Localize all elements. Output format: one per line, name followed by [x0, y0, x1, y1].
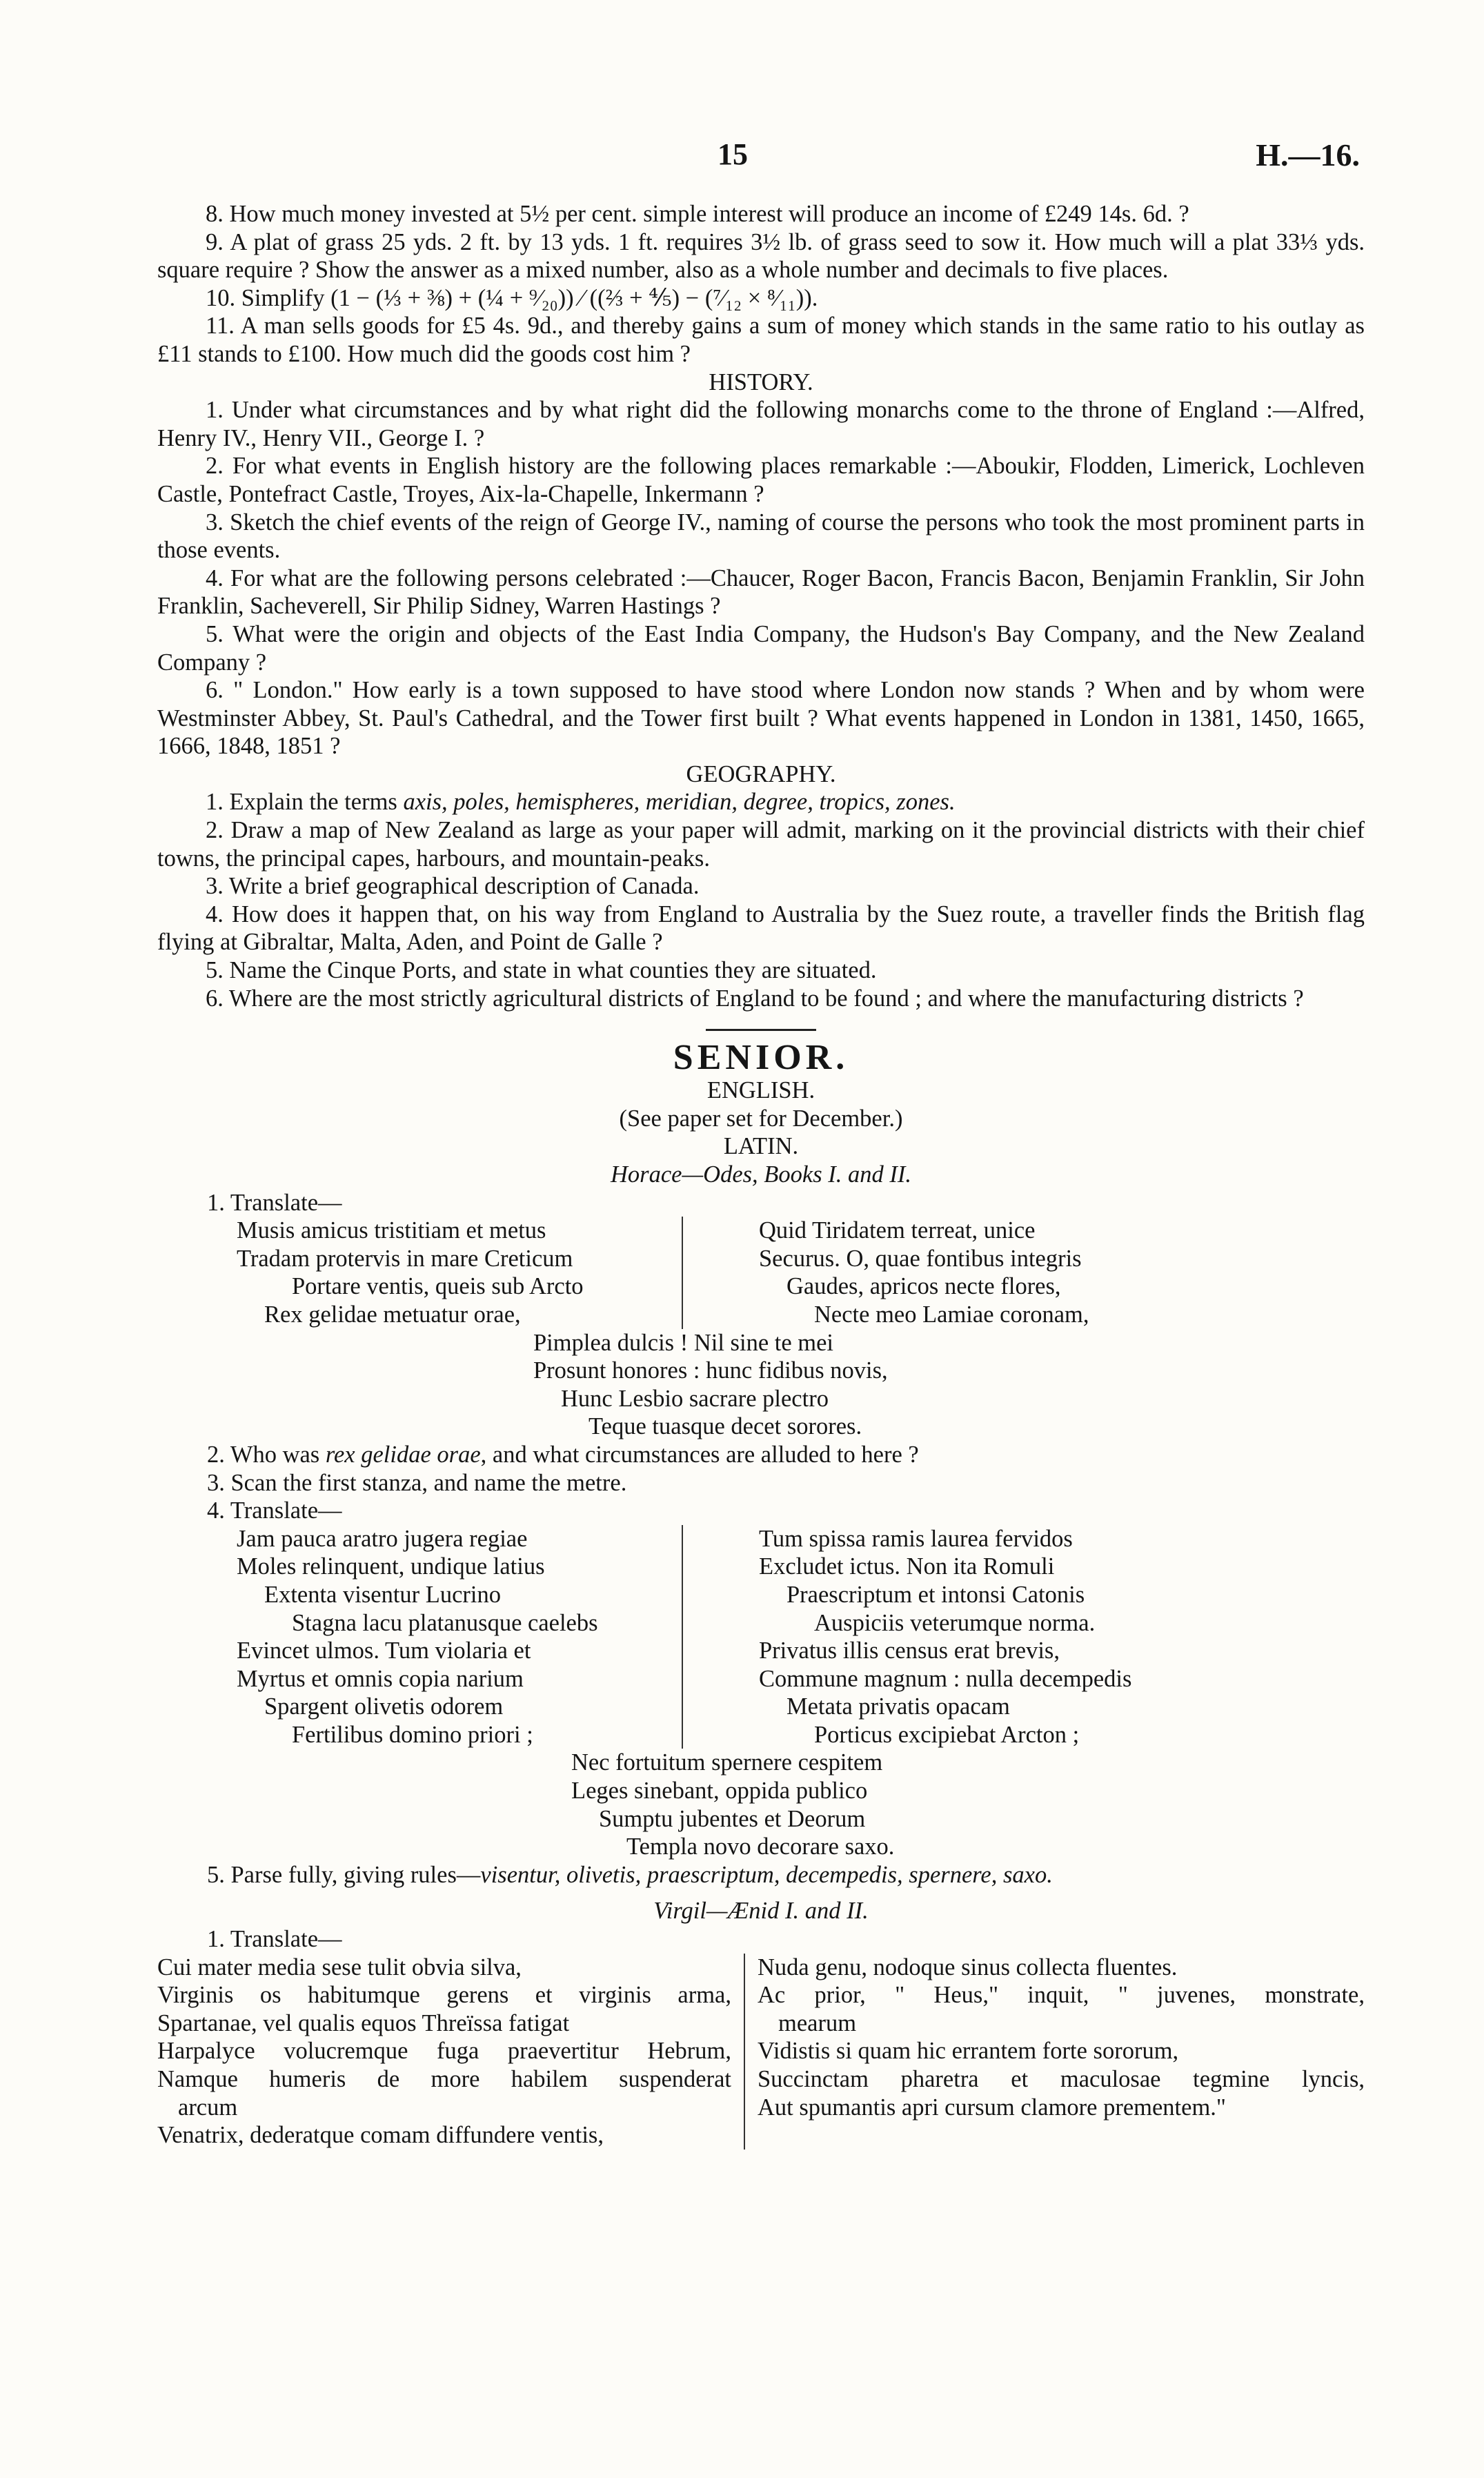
history-question: 4. For what are the following persons celebrated :—Chaucer, Roger Bacon, Francis Bacon, Benjamin Franklin, Sir John Franklin, Sacheverell, Sir Philip Sidney, Warren Hastings ? — [157, 564, 1365, 620]
question-text: 5. Parse fully, giving rules— — [207, 1861, 481, 1888]
verse-line: Spargent olivetis odorem — [264, 1693, 504, 1720]
geography-question: 6. Where are the most strictly agricultural districts of England to be found ; and where the manufacturing districts ? — [206, 985, 1304, 1012]
geography-question: 3. Write a brief geographical description of Canada. — [206, 873, 700, 900]
verse-line: Privatus illis census erat brevis, — [759, 1638, 1060, 1664]
question-text: 1. Explain the terms — [206, 789, 404, 816]
verse-line: Namque humeris de more habilem suspenderat — [157, 2066, 731, 2092]
latin-question-4: 4. Translate— — [207, 1497, 342, 1524]
verse-line: Rex gelidae metuatur orae, — [264, 1301, 521, 1328]
poem-2-center — [157, 1749, 1365, 1860]
history-question: 2. For what events in English history are the following places remarkable :—Aboukir, Flodden, Limerick, Lochleven Castle, Pontefract Castle, Troyes, Aix-la-Chapelle, Inkermann ? — [157, 453, 1365, 507]
page-number: 15 — [718, 137, 748, 171]
latin-question-2 — [157, 1441, 1365, 1469]
verse-line: Prosunt honores : hunc fidibus novis, — [533, 1357, 888, 1384]
verse-line: Gaudes, apricos necte flores, — [786, 1273, 1061, 1300]
verse-line: Leges sinebant, oppida publico — [571, 1778, 868, 1805]
verse-line: Metata privatis opacam — [786, 1693, 1010, 1720]
verse-line: mearum — [778, 2009, 857, 2036]
verse-line: Myrtus et omnis copia narium — [237, 1665, 524, 1692]
verse-line: Sumptu jubentes et Deorum — [599, 1805, 866, 1832]
verse-line: Tum spissa ramis laurea fervidos — [759, 1525, 1073, 1552]
verse-line: Musis amicus tristitiam et metus — [237, 1217, 546, 1244]
latin-question-5 — [157, 1861, 1365, 1889]
document-code: H.—16. — [1256, 137, 1360, 173]
verse-line: Extenta visentur Lucrino — [264, 1581, 501, 1608]
poem-1 — [157, 1217, 1365, 1328]
latin-question-1: 1. Translate— — [207, 1189, 342, 1216]
virgil-title: Virgil—Ænid I. and II. — [653, 1898, 869, 1925]
poem-2 — [157, 1525, 1365, 1749]
verse-line: Excludet ictus. Non ita Romuli — [759, 1553, 1055, 1580]
section-divider — [706, 1029, 816, 1031]
verse-line: Portare ventis, queis sub Arcto — [292, 1273, 584, 1300]
horace-title: Horace—Odes, Books I. and II. — [611, 1161, 911, 1188]
verse-line: Ac prior, " Heus," inquit, " juvenes, monstrate, — [758, 1982, 1365, 2009]
verse-line: Hunc Lesbio sacrare plectro — [561, 1385, 829, 1412]
history-question: 3. Sketch the chief events of the reign of George IV., naming of course the persons who took the most prominent parts in those events. — [157, 509, 1365, 564]
verse-line: Praescriptum et intonsi Catonis — [786, 1581, 1085, 1608]
poem-2-right — [682, 1525, 1131, 1749]
aeneid-passage — [157, 1954, 1365, 2150]
verse-line: Nuda genu, nodoque sinus collecta fluentes. — [758, 1954, 1178, 1980]
question-phrase: rex gelidae orae — [325, 1441, 481, 1468]
verse-line: Spartanae, vel qualis equos Threïssa fatigat — [157, 2009, 570, 2036]
verse-line: Necte meo Lamiae coronam, — [814, 1301, 1089, 1328]
history-heading: HISTORY. — [709, 368, 813, 395]
verse-line: Auspiciis veterumque norma. — [814, 1609, 1096, 1636]
latin-question-3: 3. Scan the first stanza, and name the metre. — [207, 1469, 627, 1496]
verse-line: Teque tuasque decet sorores. — [588, 1413, 862, 1440]
question-text: , and what circumstances are alluded to here ? — [480, 1441, 919, 1468]
verse-line: Tradam protervis in mare Creticum — [237, 1245, 573, 1272]
history-question: 6. " London." How early is a town supposed to have stood where London now stands ? When and by whom were Westminster Abbey, St. Paul's Cathedral, and the Tower first built ? What events happened in London in 1381, 1450, 1665, 1666, 1848, 1851 ? — [157, 677, 1365, 760]
page-content — [157, 200, 1365, 2150]
arith-question-9: 9. A plat of grass 25 yds. 2 ft. by 13 yds. 1 ft. requires 3½ lb. of grass seed to sow it. How much will a plat 33⅓ yds. square require ? Show the answer as a mixed number, also as a whole number and decimals to five places. — [157, 228, 1365, 284]
page-header — [0, 137, 1484, 178]
aeneid-left — [157, 1954, 744, 2150]
question-words: visentur, olivetis, praescriptum, decempedis, spernere, saxo. — [480, 1861, 1053, 1888]
verse-line: Harpalyce volucremque fuga praevertitur Hebrum, — [157, 2038, 731, 2065]
verse-line: arcum — [178, 2094, 238, 2121]
verse-line: Porticus excipiebat Arcton ; — [814, 1721, 1080, 1748]
verse-line: Jam pauca aratro jugera regiae — [237, 1525, 528, 1552]
poem-1-center — [157, 1329, 1365, 1441]
verse-line: Pimplea dulcis ! Nil sine te mei — [533, 1329, 834, 1356]
arith-question-11: 11. A man sells goods for £5 4s. 9d., and thereby gains a sum of money which stands in the same ratio to his outlay as £11 stands to £100. How much did the goods cost him ? — [157, 313, 1365, 367]
virgil-question-1: 1. Translate— — [207, 1926, 342, 1953]
poem-1-right — [682, 1217, 1089, 1328]
verse-line: Venatrix, dederatque comam diffundere ventis, — [157, 2122, 604, 2149]
history-question: 5. What were the origin and objects of the East India Company, the Hudson's Bay Company, and the New Zealand Company ? — [157, 620, 1365, 676]
english-note: (See paper set for December.) — [619, 1105, 903, 1132]
english-heading: ENGLISH. — [706, 1077, 815, 1104]
poem-1-left — [157, 1217, 682, 1328]
question-text: 2. Who was — [207, 1441, 326, 1468]
geography-question — [157, 788, 1365, 816]
verse-line: Stagna lacu platanusque caelebs — [292, 1609, 598, 1636]
geography-question: 2. Draw a map of New Zealand as large as your paper will admit, marking on it the provincial districts with their chief towns, the principal capes, harbours, and mountain-peaks. — [157, 817, 1365, 872]
geography-heading: GEOGRAPHY. — [686, 760, 836, 787]
verse-line: Moles relinquent, undique latius — [237, 1553, 545, 1580]
verse-line: Virginis os habitumque gerens et virginis arma, — [157, 1982, 731, 2009]
verse-line: Templa novo decorare saxo. — [626, 1833, 895, 1860]
verse-line: Quid Tiridatem terreat, unice — [759, 1217, 1036, 1244]
verse-line: Nec fortuitum spernere cespitem — [571, 1749, 883, 1776]
verse-line: Aut spumantis apri cursum clamore prementem." — [758, 2094, 1226, 2121]
verse-line: Evincet ulmos. Tum violaria et — [237, 1638, 531, 1664]
verse-line: Commune magnum : nulla decempedis — [759, 1665, 1132, 1692]
arith-question-8: 8. How much money invested at 5½ per cent. simple interest will produce an income of £249 14s. 6d. ? — [206, 201, 1189, 227]
verse-line: Cui mater media sese tulit obvia silva, — [157, 1954, 522, 1980]
poem-2-left — [157, 1525, 682, 1749]
senior-heading: SENIOR. — [673, 1038, 849, 1078]
question-terms: axis, poles, hemispheres, meridian, degree, tropics, zones. — [403, 789, 956, 816]
verse-line: Fertilibus domino priori ; — [292, 1721, 533, 1748]
verse-line: Securus. O, quae fontibus integris — [759, 1245, 1082, 1272]
geography-question: 4. How does it happen that, on his way from England to Australia by the Suez route, a traveller finds the British flag flying at Gibraltar, Malta, Aden, and Point de Galle ? — [157, 901, 1365, 956]
latin-heading: LATIN. — [723, 1133, 799, 1160]
history-question: 1. Under what circumstances and by what right did the following monarchs come to the throne of England :—Alfred, Henry IV., Henry VII., George I. ? — [157, 397, 1365, 451]
verse-line: Vidistis si quam hic errantem forte sororum, — [758, 2038, 1179, 2065]
verse-line: Succinctam pharetra et maculosae tegmine lyncis, — [758, 2066, 1365, 2092]
geography-question: 5. Name the Cinque Ports, and state in what counties they are situated. — [206, 957, 877, 984]
aeneid-right — [744, 1954, 1365, 2150]
arith-question-10: 10. Simplify (1 − (⅓ + ⅜) + (¼ + ⁹⁄₂₀)) ⁄ ((⅔ + ⅘) − (⁷⁄₁₂ × ⁸⁄₁₁)). — [206, 284, 818, 311]
